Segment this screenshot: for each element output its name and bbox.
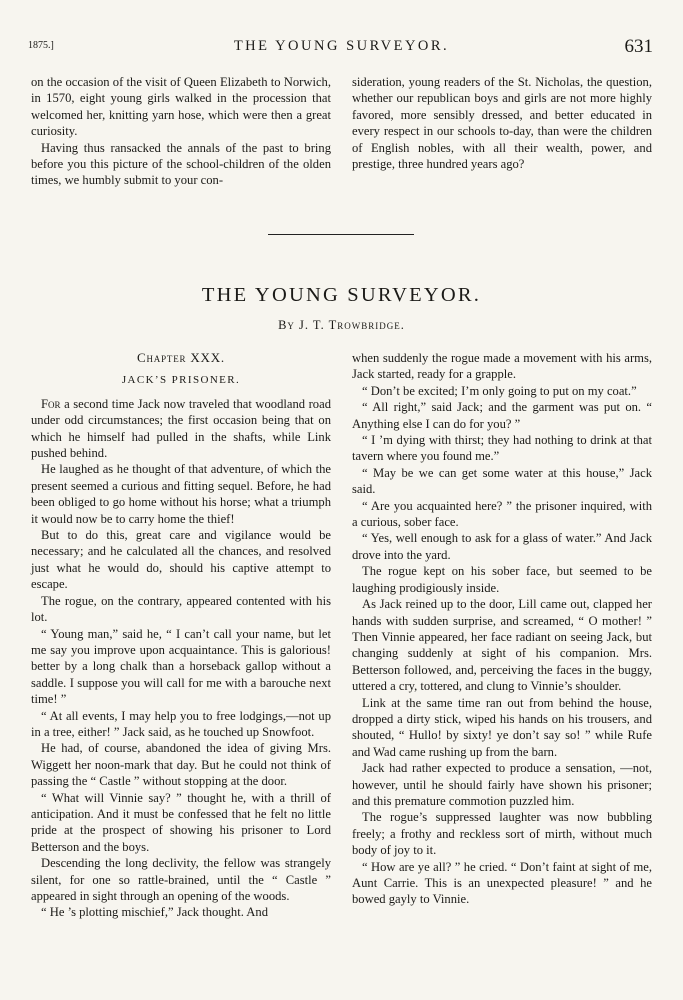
paragraph: “ How are ye all? ” he cried. “ Don’t faint at sight of me, Aunt Carrie. This is an unexpected pleasure! ” and he bowed gayly to Vinnie. [352,859,652,907]
paragraph: Link at the same time ran out from behind the house, dropped a dirty stick, wiped his hands on his trousers, and shouted, “ Hullo! by sixty! ye don’t say so! ” while Rufe and Wad came rushing up from the barn. [352,695,652,759]
paragraph: The rogue, on the contrary, appeared contented with his lot. [31,593,331,625]
paragraph: But to do this, great care and vigilance would be necessary; and he calculated all the chances, and resolved just what he would do, should his captive attempt to escape. [31,528,331,592]
paragraph [31,396,331,462]
paragraph: when suddenly the rogue made a movement with his arms, Jack started, ready for a grapple. [352,351,652,382]
chapter-heading: Chapter XXX. [137,350,225,365]
running-head-year: 1875.] [28,40,54,51]
paragraph: The rogue kept on his sober face, but seemed to be laughing prodigiously inside. [352,564,652,595]
paragraph: “ I ’m dying with thirst; they had nothing to drink at that tavern where you found me.” [352,433,652,464]
paragraph: “ May be we can get some water at this house,” Jack said. [352,465,652,497]
article-left-column [31,350,331,921]
paragraph: “ He ’s plotting mischief,” Jack thought. And [41,905,269,920]
section-divider [268,234,414,235]
lead-word: For [41,396,61,411]
page-number: 631 [624,36,653,57]
paragraph: “ Young man,” said he, “ I can’t call your name, but let me say you improve upon acquaintance. This is galorious! better by a long chalk than a horseback gallop without a saddle. I suppose you will call for me with a barouche next time! ” [31,626,331,707]
paragraph: “ At all events, I may help you to free lodgings,—not up in a tree, either! ” Jack said, as he touched up Snowfoot. [31,708,331,739]
article-title: THE YOUNG SURVEYOR. [201,284,482,306]
byline-author: J. T. Trowbridge. [299,318,405,332]
previous-article-left-column [31,74,331,189]
paragraph: Descending the long declivity, the fellow was strangely silent, for one so rattle-brained, until the “ Castle ” appeared in sight through an opening of the woods. [31,856,331,903]
chapter-title: JACK’S PRISONER. [121,374,241,387]
paragraph: on the occasion of the visit of Queen Elizabeth to Norwich, in 1570, eight young girls walked in the procession that welcomed her, knitting yarn hose, which were then a great curiosity. [31,75,331,139]
paragraph: “ All right,” said Jack; and the garment was put on. “ Anything else I can do for you? ” [352,400,652,431]
byline-by: By [278,318,295,332]
previous-article-right-column [352,74,652,172]
running-head-title: THE YOUNG SURVEYOR. [233,38,450,54]
paragraph: He had, of course, abandoned the idea of giving Mrs. Wiggett her noon-mark that day. But he could not think of passing the “ Castle ” without stopping at the door. [31,741,331,789]
paragraph: “ Yes, well enough to ask for a glass of water.” And Jack drove into the yard. [352,531,652,562]
paragraph: sideration, young readers of the St. Nicholas, the question, whether our republican boys and girls are not more highly favored, more sensibly dressed, and better educated in every respect in our schools to-day, than were the children of English nobles, with all their wealth, power, and prestige, three hundred years ago? [352,75,652,172]
running-head [28,38,655,58]
paragraph-text: a second time Jack now traveled that woodland road under odd circumstances; the first occasion being that on which he himself had pulled in the shafts, while Link pushed behind. [31,396,331,461]
paragraph: The rogue’s suppressed laughter was now bubbling freely; a frothy and reckless sort of mirth, without much body of joy to it. [352,810,652,858]
paragraph: Jack had rather expected to produce a sensation, —not, however, until he should fairly have shown his prisoner; and this premature commotion puzzled him. [352,761,652,808]
paragraph: “ Are you acquainted here? ” the prisoner inquired, with a curious, sober face. [352,498,652,530]
paragraph: “ What will Vinnie say? ” thought he, with a thrill of anticipation. And it must be confessed that he felt no little pride at the prospect of showing his prisoner to Lord Betterson and the boys. [31,790,331,854]
paragraph: As Jack reined up to the door, Lill came out, clapped her hands with sudden surprise, and screamed, “ O mother! ” Then Vinnie appeared, her face radiant on seeing Jack, but changing suddenly at sight of his companion. Mrs. Betterson followed, and, perceiving the faces in the buggy, uttered a cry, tottered, and clung to Vinnie’s shoulder. [352,597,652,694]
paragraph: Having thus ransacked the annals of the past to bring before you this picture of the school-children of the olden times, we humbly submit to your con- [31,140,331,188]
article-right-column [352,350,652,908]
paragraph: “ Don’t be excited; I’m only going to put on my coat.” [362,383,637,398]
paragraph: He laughed as he thought of that adventure, of which the present seemed a curious and fitting sequel. Before, he had been obliged to go home without his horse; what a triumph it would now be to carry home the thief! [31,462,331,526]
byline [0,318,683,333]
